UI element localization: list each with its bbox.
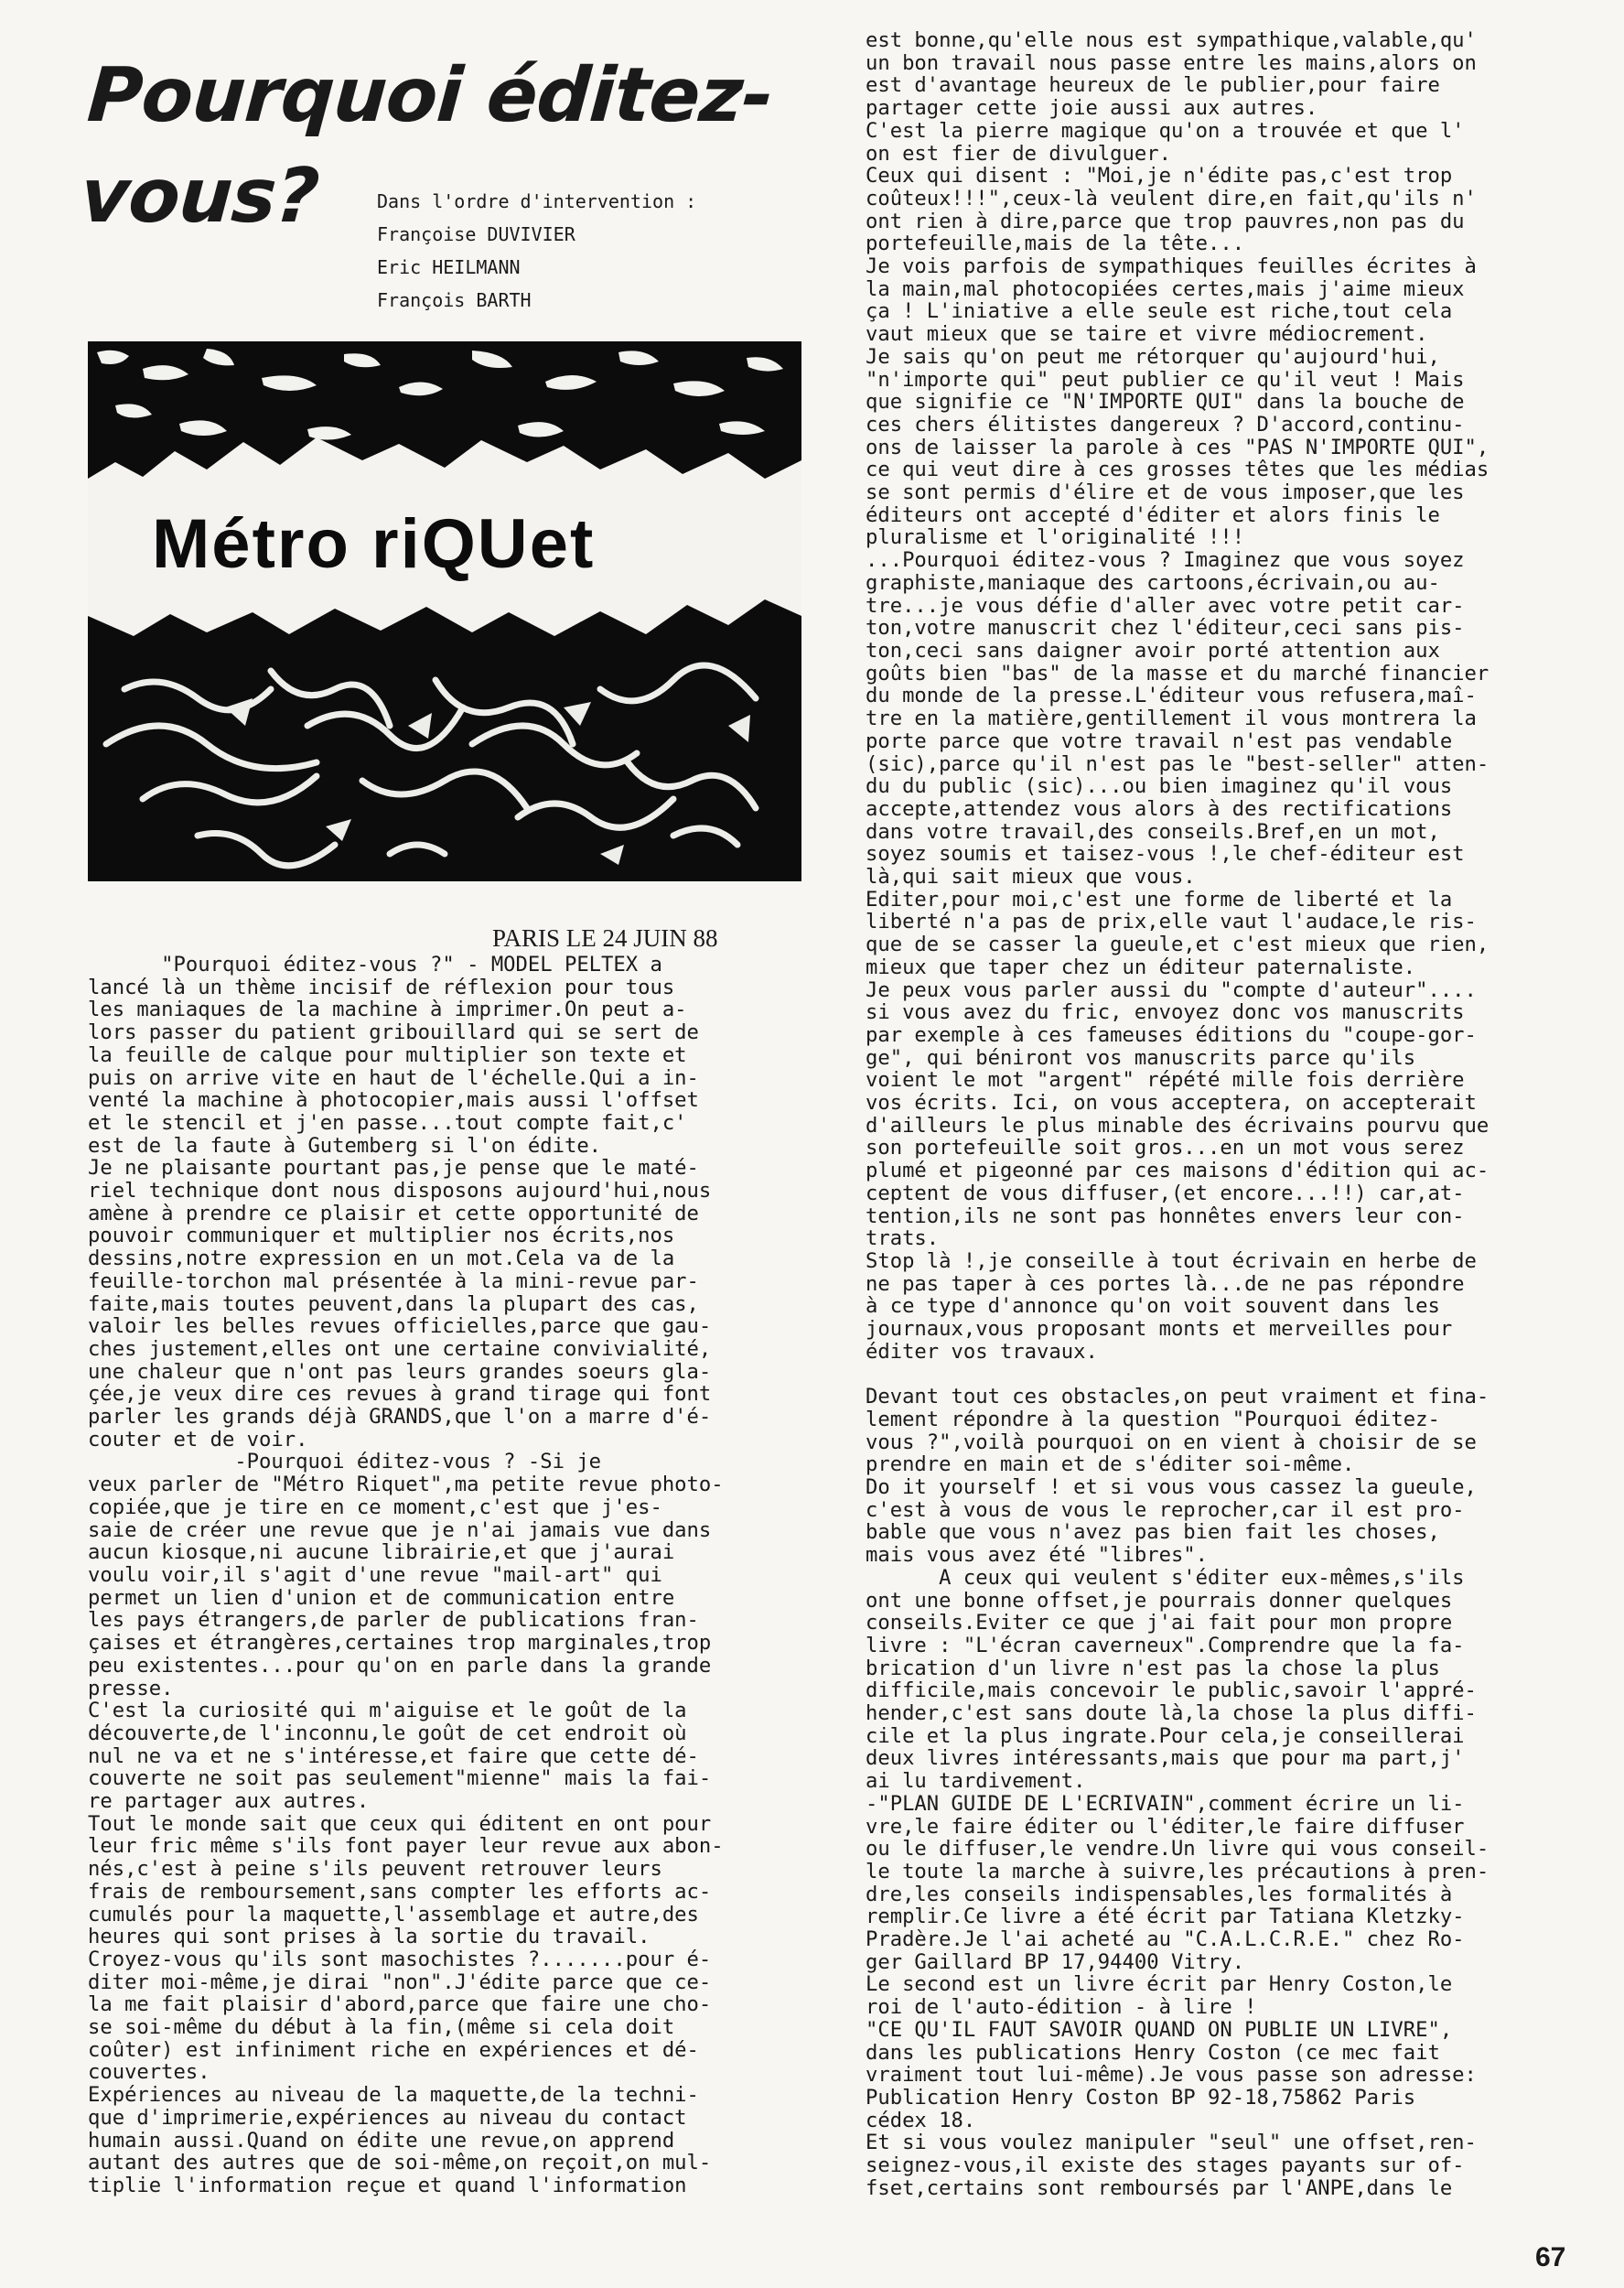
text-line: roi de l'auto-édition - à lire ! bbox=[866, 1995, 1257, 2020]
text-line: (sic),parce qu'il n'est pas le "best-seller" atten- bbox=[866, 751, 1490, 776]
text-line: nul ne va et ne s'intéresse,et faire que cette dé- bbox=[88, 1743, 699, 1768]
text-line: plumé et pigeonné par ces maisons d'édition qui ac- bbox=[866, 1159, 1490, 1183]
text-line: journaux,vous proposant monts et merveilles pour bbox=[866, 1317, 1453, 1342]
text-line: dessins,notre expression en un mot.Cela va de la bbox=[88, 1247, 675, 1271]
text-line: ne pas taper à ces portes là...de ne pas répondre bbox=[866, 1271, 1465, 1296]
text-line: dans votre travail,des conseils.Bref,en un mot, bbox=[866, 819, 1440, 844]
text-line: parler les grands déjà GRANDS,que l'on a marre d'é- bbox=[88, 1405, 712, 1430]
text-line: vraiment tout lui-même).Je vous passe son adresse: bbox=[866, 2063, 1477, 2088]
text-line: liberté n'a pas de prix,elle vaut l'audace,le ris- bbox=[866, 910, 1477, 934]
text-line: lors passer du patient gribouillard qui se sert de bbox=[88, 1020, 699, 1045]
text-line: lement répondre à la question "Pourquoi éditez- bbox=[866, 1407, 1440, 1431]
text-line: ont une bonne offset,je pourrais donner quelques bbox=[866, 1588, 1453, 1613]
text-line: tiplie l'information reçue et quand l'information bbox=[88, 2173, 687, 2197]
text-line: conseils.Eviter ce que j'ai fait pour mon propre bbox=[866, 1611, 1453, 1635]
text-line: vos écrits. Ici, on vous acceptera, on accepterait bbox=[866, 1091, 1477, 1116]
text-line: ou le diffuser,le vendre.Un livre qui vous conseil- bbox=[866, 1837, 1490, 1862]
text-line: saie de créer une revue que je n'ai jamais vue dans bbox=[88, 1517, 712, 1542]
text-line: tention,ils ne sont pas honnêtes envers leur con- bbox=[866, 1203, 1465, 1228]
text-line: humain aussi.Quand on édite une revue,on apprend bbox=[88, 2128, 675, 2153]
text-line: -Pourquoi éditez-vous ? -Si je bbox=[88, 1450, 602, 1474]
text-line: puis on arrive vite en haut de l'échelle.Qui a in- bbox=[88, 1065, 699, 1090]
text-line: d'ailleurs le plus minable des écrivains pourvu que bbox=[866, 1113, 1490, 1138]
text-line: tre en la matière,gentillement il vous montrera la bbox=[866, 707, 1477, 731]
text-line: mais vous avez été "libres". bbox=[866, 1543, 1209, 1568]
text-line: Je sais qu'on peut me rétorquer qu'aujourd'hui, bbox=[866, 344, 1440, 369]
text-line: -"PLAN GUIDE DE L'ECRIVAIN",comment écrire un li- bbox=[866, 1791, 1465, 1816]
text-line: peu existentes...pour qu'on en parle dans la grande bbox=[88, 1653, 712, 1678]
text-line: seignez-vous,il existe des stages payants sur of- bbox=[866, 2153, 1465, 2178]
text-line: frais de remboursement,sans compter les efforts ac- bbox=[88, 1879, 712, 1904]
text-line: presse. bbox=[88, 1676, 174, 1700]
text-line: lancé là un thème incisif de réflexion pour tous bbox=[88, 975, 675, 999]
text-line: couvertes. bbox=[88, 2060, 210, 2085]
text-line: se soi-même du début à la fin,(même si cela doit bbox=[88, 2015, 675, 2040]
text-line: fset,certains sont remboursés par l'ANPE,dans le bbox=[866, 2175, 1453, 2200]
text-line: que signifie ce "N'IMPORTE QUI" dans la bouche de bbox=[866, 390, 1465, 415]
text-line: partager cette joie aussi aux autres. bbox=[866, 96, 1318, 121]
text-line: du du public (sic)...ou bien imaginez qu'il vous bbox=[866, 774, 1453, 799]
page-number: 67 bbox=[1535, 2242, 1566, 2272]
text-line: brication d'un livre n'est pas la chose la plus bbox=[866, 1656, 1440, 1680]
text-line: Editer,pour moi,c'est une forme de liberté et la bbox=[866, 887, 1453, 912]
credit-name: Eric HEILMANN bbox=[377, 256, 521, 278]
text-line: "Pourquoi éditez-vous ?" - MODEL PELTEX a bbox=[88, 953, 662, 977]
text-line: ge", qui béniront vos manuscrits parce qu'ils bbox=[866, 1045, 1416, 1070]
text-line: ches justement,elles ont une certaine convivialité, bbox=[88, 1336, 712, 1361]
credits-heading: Dans l'ordre d'intervention : bbox=[377, 190, 697, 212]
text-line: Publication Henry Coston BP 92-18,75862 Paris bbox=[866, 2085, 1416, 2110]
text-line: coûteux!!!",ceux-là veulent dire,en fait,qu'ils n' bbox=[866, 186, 1477, 210]
credits bbox=[377, 185, 853, 317]
text-line: éditer vos travaux. bbox=[866, 1339, 1098, 1364]
text-line: son portefeuille soit gros...en un mot vous serez bbox=[866, 1136, 1465, 1160]
credit-name: Françoise DUVIVIER bbox=[377, 223, 575, 245]
text-line: Et si vous voulez manipuler "seul" une offset,ren- bbox=[866, 2131, 1477, 2155]
text-line: voulu voir,il s'agit d'une revue "mail-art" qui bbox=[88, 1562, 662, 1587]
text-line: Do it yourself ! et si vous vous cassez la gueule, bbox=[866, 1475, 1477, 1499]
text-line: goûts bien "bas" de la masse et du marché financier bbox=[866, 661, 1490, 685]
text-line: ont rien à dire,parce que trop pauvres,non pas du bbox=[866, 209, 1465, 233]
text-line: "n'importe qui" peut publier ce qu'il veut ! Mais bbox=[866, 367, 1465, 392]
text-line: les maniaques de la machine à imprimer.On peut a- bbox=[88, 998, 687, 1022]
text-line: amène à prendre ce plaisir et cette opportunité de bbox=[88, 1201, 699, 1225]
text-line: difficile,mais concevoir le public,savoir l'appré- bbox=[866, 1678, 1477, 1703]
text-line: ton,ceci sans daigner avoir porté attention aux bbox=[866, 638, 1440, 663]
text-line: ...Pourquoi éditez-vous ? Imaginez que vous soyez bbox=[866, 548, 1465, 573]
text-line: est bonne,qu'elle nous est sympathique,valable,qu' bbox=[866, 28, 1477, 52]
text-line: A ceux qui veulent s'éditer eux-mêmes,s'ils bbox=[866, 1565, 1465, 1590]
text-line: que de se casser la gueule,et c'est mieux que rien, bbox=[866, 933, 1490, 957]
text-line: découverte,de l'inconnu,le goût de cet endroit où bbox=[88, 1721, 687, 1745]
text-line: C'est la pierre magique qu'on a trouvée et que l' bbox=[866, 118, 1465, 143]
text-line: couverte ne soit pas seulement"mienne" mais la fai- bbox=[88, 1766, 712, 1791]
text-line: Tout le monde sait que ceux qui éditent en ont pour bbox=[88, 1811, 712, 1836]
text-line: cile et la plus ingrate.Pour cela,je conseillerai bbox=[866, 1723, 1465, 1748]
text-line: si vous avez du fric, envoyez donc vos manuscrits bbox=[866, 1000, 1465, 1025]
text-line: re partager aux autres. bbox=[88, 1789, 370, 1814]
text-line: autant des autres que de soi-même,on reçoit,on mul- bbox=[88, 2151, 712, 2175]
text-line: c'est à vous de vous le reprocher,car il est pro- bbox=[866, 1497, 1465, 1522]
text-line: on est fier de divulguer. bbox=[866, 141, 1171, 166]
text-line: mieux que taper chez un éditeur paternaliste. bbox=[866, 955, 1416, 979]
text-line: vaut mieux que se taire et vivre médiocrement. bbox=[866, 322, 1428, 347]
text-line: Devant tout ces obstacles,on peut vraiment et fina- bbox=[866, 1385, 1490, 1409]
text-line: une chaleur que n'ont pas leurs grandes soeurs gla- bbox=[88, 1359, 712, 1384]
text-line: graphiste,maniaque des cartoons,écrivain,ou au- bbox=[866, 570, 1440, 595]
text-line: leur fric même s'ils font payer leur revue aux abon- bbox=[88, 1834, 724, 1859]
text-line: accepte,attendez vous alors à des rectifications bbox=[866, 796, 1453, 821]
text-line: les pays étrangers,de parler de publications fran- bbox=[88, 1608, 699, 1633]
text-line: ce qui veut dire à ces grosses têtes que les médias bbox=[866, 458, 1490, 482]
text-line: hender,c'est sans doute là,la chose la plus diffi- bbox=[866, 1701, 1477, 1726]
text-line: soyez soumis et taisez-vous !,le chef-éditeur est bbox=[866, 842, 1465, 867]
dateline: PARIS LE 24 JUIN 88 bbox=[492, 924, 718, 952]
text-line: feuille-torchon mal présentée à la mini-revue par- bbox=[88, 1268, 699, 1293]
text-line: ger Gaillard BP 17,94400 Vitry. bbox=[866, 1949, 1245, 1974]
text-line: nés,c'est à peine s'ils peuvent retrouver leurs bbox=[88, 1857, 662, 1882]
text-line: venté la machine à photocopier,mais aussi l'offset bbox=[88, 1088, 699, 1113]
text-line: pouvoir communiquer et multiplier nos écrits,nos bbox=[88, 1224, 675, 1248]
text-line: est de la faute à Gutemberg si l'on édite. bbox=[88, 1133, 602, 1158]
text-line: Expériences au niveau de la maquette,de la techni- bbox=[88, 2083, 699, 2108]
text-line: dre,les conseils indispensables,les formalités à bbox=[866, 1882, 1453, 1906]
text-line: aucun kiosque,ni aucune librairie,et que j'aurai bbox=[88, 1540, 675, 1565]
text-line: bable que vous n'avez pas bien fait les choses, bbox=[866, 1520, 1440, 1545]
credit-name: François BARTH bbox=[377, 289, 532, 311]
text-line: Ceux qui disent : "Moi,je n'édite pas,c'est trop bbox=[866, 164, 1453, 189]
text-line: le toute la marche à suivre,les précautions à pren- bbox=[866, 1859, 1490, 1883]
text-line: çaises et étrangères,certaines trop marginales,trop bbox=[88, 1631, 712, 1656]
text-line bbox=[866, 1363, 1579, 1386]
text-line: C'est la curiosité qui m'aiguise et le goût de la bbox=[88, 1699, 687, 1723]
text-line: Je ne plaisante pourtant pas,je pense que le maté- bbox=[88, 1156, 699, 1181]
text-line: ces chers élitistes dangereux ? D'accord,continu- bbox=[866, 412, 1465, 437]
text-line: coûter) est infiniment riche en expériences et dé- bbox=[88, 2037, 699, 2062]
text-line: est d'avantage heureux de le publier,pour faire bbox=[866, 73, 1440, 98]
text-line: là,qui sait mieux que vous. bbox=[866, 865, 1196, 890]
text-line: ons de laisser la parole à ces "PAS N'IMPORTE QUI", bbox=[866, 435, 1490, 459]
text-line: dans les publications Henry Coston (ce mec fait bbox=[866, 2040, 1440, 2065]
text-line: Le second est un livre écrit par Henry Coston,le bbox=[866, 1972, 1453, 1997]
article-title: Pourquoi éditez-vous? bbox=[77, 52, 776, 240]
text-line: par exemple à ces fameuses éditions du "coupe-gor- bbox=[866, 1022, 1477, 1047]
text-line: que d'imprimerie,expériences au niveau du contact bbox=[88, 2105, 687, 2130]
text-line: ça ! L'iniative a elle seule est riche,tout cela bbox=[866, 299, 1453, 324]
text-line: porte parce que votre travail n'est pas vendable bbox=[866, 728, 1453, 753]
metro-riquet-cutout-photo bbox=[88, 341, 801, 881]
text-line: un bon travail nous passe entre les mains,alors on bbox=[866, 50, 1477, 75]
left-column bbox=[88, 954, 820, 2197]
text-line: la main,mal photocopiées certes,mais j'aime mieux bbox=[866, 276, 1465, 301]
text-line: Je peux vous parler aussi du "compte d'auteur".... bbox=[866, 977, 1477, 1002]
text-line: diter moi-même,je dirai "non".J'édite parce que ce- bbox=[88, 1970, 712, 1994]
text-line: couter et de voir. bbox=[88, 1427, 308, 1452]
text-line: çée,je veux dire ces revues à grand tirage qui font bbox=[88, 1382, 712, 1407]
right-column bbox=[866, 29, 1579, 2200]
text-line: ton,votre manuscrit chez l'éditeur,ceci sans pis- bbox=[866, 616, 1465, 641]
photo-banner-text: Métro riQUet bbox=[152, 505, 596, 583]
text-line: pluralisme et l'originalité !!! bbox=[866, 525, 1245, 550]
text-line: trats. bbox=[866, 1226, 940, 1251]
text-line: ai lu tardivement. bbox=[866, 1769, 1086, 1794]
text-line: heures qui sont prises à la sortie du travail. bbox=[88, 1925, 651, 1949]
text-line: vous ?",voilà pourquoi on en vient à choisir de se bbox=[866, 1430, 1477, 1454]
text-line: "CE QU'IL FAUT SAVOIR QUAND ON PUBLIE UN LIVRE", bbox=[866, 2017, 1453, 2042]
text-line: la feuille de calque pour multiplier son texte et bbox=[88, 1042, 687, 1067]
text-line: permet un lien d'union et de communication entre bbox=[88, 1585, 675, 1610]
text-line: tre...je vous défie d'aller avec votre petit car- bbox=[866, 593, 1465, 618]
text-line: la me fait plaisir d'abord,parce que faire une cho- bbox=[88, 1992, 712, 2017]
text-line: vre,le faire éditer ou l'éditer,le faire diffuser bbox=[866, 1814, 1465, 1839]
text-line: éditeurs ont accepté d'éditer et alors finis le bbox=[866, 502, 1440, 527]
text-line: copiée,que je tire en ce moment,c'est que j'es- bbox=[88, 1495, 662, 1519]
text-line: à ce type d'annonce qu'on voit souvent dans les bbox=[866, 1294, 1440, 1319]
text-line: riel technique dont nous disposons aujourd'hui,nous bbox=[88, 1179, 712, 1203]
text-line: valoir les belles revues officielles,parce que gau- bbox=[88, 1314, 712, 1339]
text-line: Pradère.Je l'ai acheté au "C.A.L.C.R.E." chez Ro- bbox=[866, 1927, 1465, 1952]
text-line: ceptent de vous diffuser,(et encore...!!) car,at- bbox=[866, 1181, 1465, 1205]
text-line: prendre en main et de s'éditer soi-même. bbox=[866, 1452, 1355, 1477]
text-line: du monde de la presse.L'éditeur vous refusera,maî- bbox=[866, 684, 1477, 708]
text-line: livre : "L'écran caverneux".Comprendre que la fa- bbox=[866, 1633, 1465, 1657]
text-line: remplir.Ce livre a été écrit par Tatiana Kletzky- bbox=[866, 1905, 1465, 1929]
text-line: portefeuille,mais de la tête... bbox=[866, 232, 1245, 256]
text-line: cumulés pour la maquette,l'assemblage et autre,des bbox=[88, 1902, 699, 1926]
text-line: Je vois parfois de sympathiques feuilles écrites à bbox=[866, 254, 1477, 279]
text-line: faite,mais toutes peuvent,dans la plupart des cas, bbox=[88, 1291, 699, 1316]
text-line: veux parler de "Métro Riquet",ma petite revue photo- bbox=[88, 1473, 724, 1497]
text-line: deux livres intéressants,mais que pour ma part,j' bbox=[866, 1746, 1465, 1771]
text-line: et le stencil et j'en passe...tout compte fait,c' bbox=[88, 1110, 687, 1135]
text-line: cédex 18. bbox=[866, 2108, 976, 2132]
text-line: Croyez-vous qu'ils sont masochistes ?.......pour é- bbox=[88, 1947, 712, 1971]
text-line: Stop là !,je conseille à tout écrivain en herbe de bbox=[866, 1248, 1477, 1273]
text-line: voient le mot "argent" répété mille fois derrière bbox=[866, 1068, 1465, 1093]
text-line: se sont permis d'élire et de vous imposer,que les bbox=[866, 480, 1465, 505]
